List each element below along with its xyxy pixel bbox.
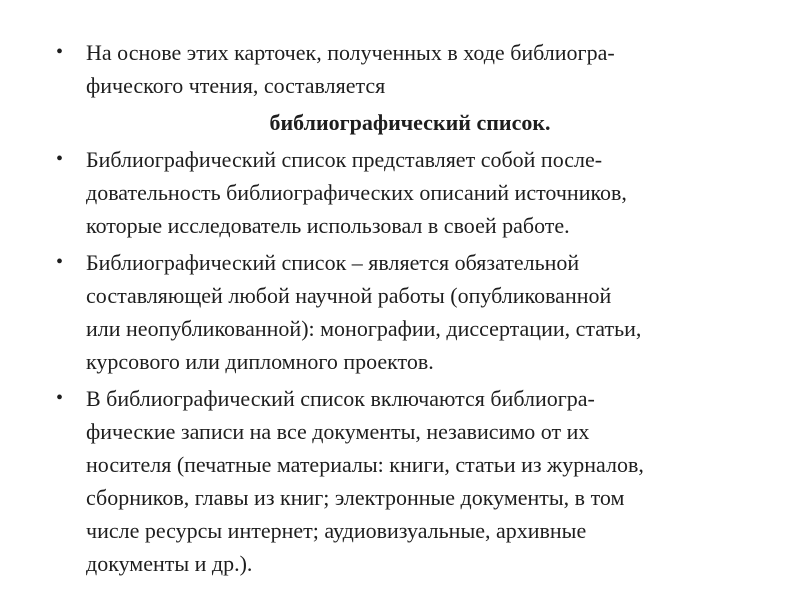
bullet-list	[50, 36, 770, 584]
bullet-line: фического чтения, составляется	[86, 73, 386, 98]
bullet-line: или неопубликованной): монографии, диссертации, статьи,	[86, 316, 642, 341]
bullet-icon: •	[56, 148, 64, 170]
bullet-item-2	[50, 143, 770, 242]
bullet-item-4	[50, 382, 770, 580]
bullet-line: На основе этих карточек, полученных в ходе библиогра-	[86, 40, 615, 65]
bullet-line: Библиографический список – является обязательной	[86, 250, 580, 275]
bullet-icon: •	[56, 387, 64, 409]
bullet-line: курсового или дипломного проектов.	[86, 349, 434, 374]
bullet-line: числе ресурсы интернет; аудиовизуальные, архивные	[86, 518, 587, 543]
bullet-item-1	[50, 36, 770, 139]
bullet-line: сборников, главы из книг; электронные документы, в том	[86, 485, 625, 510]
bullet-line: документы и др.).	[86, 551, 253, 576]
bullet-line: составляющей любой научной работы (опубликованной	[86, 283, 612, 308]
bullet-line: носителя (печатные материалы: книги, статьи из журналов,	[86, 452, 644, 477]
emphasis-heading: библиографический список.	[269, 110, 551, 135]
bullet-line: Библиографический список представляет собой после-	[86, 147, 603, 172]
bullet-icon: •	[56, 41, 64, 63]
bullet-line: которые исследователь использовал в своей работе.	[86, 213, 570, 238]
bullet-line: В библиографический список включаются библиогра-	[86, 386, 595, 411]
bullet-line: довательность библиографических описаний источников,	[86, 180, 627, 205]
bullet-icon: •	[56, 251, 64, 273]
bullet-item-3	[50, 246, 770, 378]
bullet-line: фические записи на все документы, независимо от их	[86, 419, 590, 444]
